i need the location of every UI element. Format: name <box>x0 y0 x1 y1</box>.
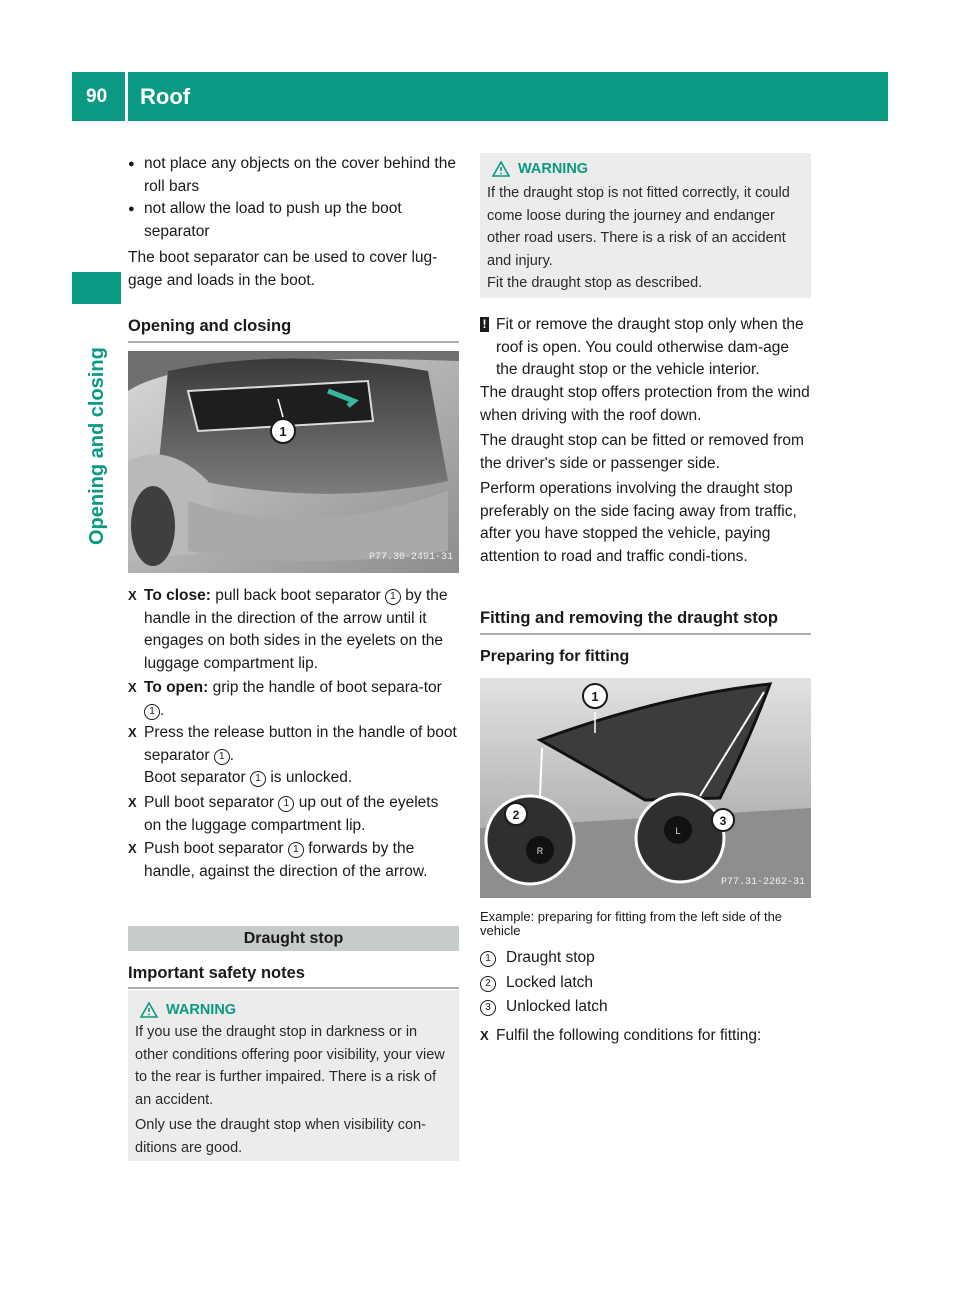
step-release-text: Press the release button in the handle of boot separator <box>144 724 457 764</box>
bullet-icon: ● <box>128 203 135 215</box>
latch-r-label: R <box>536 846 544 856</box>
legend-label: Unlocked latch <box>506 998 608 1015</box>
paragraph: The draught stop offers protection from the wind when driving with the roof down. <box>480 384 810 424</box>
legend-number-icon: 1 <box>480 947 506 970</box>
step-close-label: To close: <box>144 587 211 604</box>
draught-stop-illustration <box>480 678 811 898</box>
step-pull-text: Pull boot separator <box>144 794 275 811</box>
legend-item <box>480 996 811 1019</box>
heading-rule <box>128 987 459 989</box>
step-fulfil-text: Fulfil the following conditions for fitting: <box>496 1027 762 1044</box>
bullet-text: not allow the load to push up the boot separator <box>144 200 402 240</box>
notice <box>480 314 811 382</box>
callout-1-label: 1 <box>279 424 287 439</box>
callout-1-icon: 1 <box>250 771 266 787</box>
step-arrow-icon: X <box>128 588 137 603</box>
bullet-item <box>128 153 459 198</box>
step-fulfil <box>480 1025 811 1048</box>
boot-illustration <box>128 351 459 573</box>
warning-title <box>492 158 588 181</box>
warning-paragraph: Only use the draught stop when visibility con-ditions are good. <box>135 1117 426 1156</box>
step-push-text-b: forwards by the handle, against the direction of the arrow. <box>144 840 428 880</box>
legend-item <box>480 947 811 970</box>
step-arrow-icon: X <box>128 680 137 695</box>
heading-fitting-removing: Fitting and removing the draught stop <box>480 609 778 627</box>
step-pull-text-b: up out of the eyelets on the luggage compartment lip. <box>144 794 439 834</box>
side-tab <box>72 272 121 304</box>
header-bar <box>72 72 888 121</box>
figure-caption: Example: preparing for fitting from the left side of the vehicle <box>480 909 783 938</box>
step-open-text: grip the handle of boot separa-tor <box>212 679 442 696</box>
step-arrow-icon: X <box>480 1028 489 1043</box>
header-divider <box>125 72 128 121</box>
bullet-icon: ● <box>128 158 135 170</box>
warning-paragraph: If you use the draught stop in darkness or in other conditions offering poor visibility, your view to the rear is further impaired. There is a risk of an accident. <box>135 1024 445 1108</box>
step-open: X To open: grip the handle of boot separa-tor 1 . <box>128 677 459 722</box>
callout-1-icon: 1 <box>278 796 294 812</box>
paragraph: Perform operations involving the draught stop preferably on the side facing away from traffic, after you have stopped the vehicle, paying attention to road and traffic condi-tions. <box>480 480 797 565</box>
figure-code: P77.31-2262-31 <box>720 876 805 888</box>
step-release-result: Boot separator <box>144 769 246 786</box>
bullet-text: not place any objects on the cover behind the roll bars <box>144 155 456 195</box>
paragraph: The draught stop can be fitted or removed from the driver's side or passenger side. <box>480 432 804 472</box>
page-title: Roof <box>140 84 191 109</box>
step-release: X Press the release button in the handle of boot separator 1 . Boot separator 1 is unlocked. <box>128 722 459 790</box>
step-arrow-icon: X <box>128 725 137 740</box>
legend-item <box>480 972 811 995</box>
warning-title-text: WARNING <box>166 1002 237 1018</box>
step-close-text: pull back boot separator <box>215 587 381 604</box>
warning-paragraph: Fit the draught stop as described. <box>487 275 703 291</box>
warning-triangle-icon <box>140 1002 158 1018</box>
heading-opening-closing: Opening and closing <box>128 317 292 335</box>
heading-rule <box>128 341 459 343</box>
legend-label: Locked latch <box>506 974 594 991</box>
step-pull <box>128 792 459 837</box>
warning-title-text: WARNING <box>518 161 589 177</box>
step-close-text-b: by the handle in the direction of the arrow until it engages on both sides in the eyelets on the luggage compartment lip. <box>144 587 448 672</box>
heading-rule <box>480 633 811 635</box>
step-release-result-b: is unlocked. <box>270 769 353 786</box>
callout-1-icon: 1 <box>214 749 230 765</box>
figure-code: P77.30-2491-31 <box>368 551 453 563</box>
step-push-text: Push boot separator <box>144 840 284 857</box>
callout-1-icon: 1 <box>385 589 401 605</box>
warning-title <box>140 999 236 1022</box>
callout-2-label: 2 <box>512 808 520 822</box>
step-arrow-icon: X <box>128 841 137 856</box>
latch-detail-left <box>486 796 574 884</box>
warning-triangle-icon <box>492 161 510 177</box>
bullet-item <box>128 198 459 243</box>
step-push <box>128 838 459 883</box>
side-tab-label: Opening and closing <box>86 347 108 545</box>
warning-paragraph: If the draught stop is not fitted correctly, it could come loose during the journey and endanger other road users. There is a risk of an accident and injury. <box>487 185 790 269</box>
section-title: Draught stop <box>243 930 344 947</box>
legend-label: Draught stop <box>506 949 595 966</box>
legend-number-icon: 3 <box>480 996 506 1019</box>
page-number: 90 <box>86 86 108 107</box>
draught-stop-figure <box>480 678 811 898</box>
step-arrow-icon: X <box>128 795 137 810</box>
exclamation-icon: ! <box>480 314 496 382</box>
intro-paragraph: The boot separator can be used to cover lug-gage and loads in the boot. <box>128 249 438 289</box>
boot-separator-figure <box>128 351 459 573</box>
callout-1-icon: 1 <box>144 704 160 720</box>
callout-1-label: 1 <box>591 689 599 704</box>
heading-preparing: Preparing for fitting <box>480 648 630 665</box>
step-open-label: To open: <box>144 679 209 696</box>
legend-number-icon: 2 <box>480 972 506 995</box>
callout-1-icon: 1 <box>288 842 304 858</box>
heading-safety-notes: Important safety notes <box>128 964 305 982</box>
latch-l-label: L <box>675 826 681 836</box>
notice-text: Fit or remove the draught stop only when the roof is open. You could otherwise dam-age the draught stop or the vehicle interior. <box>496 316 804 378</box>
callout-3-label: 3 <box>719 814 727 828</box>
step-close <box>128 585 459 675</box>
